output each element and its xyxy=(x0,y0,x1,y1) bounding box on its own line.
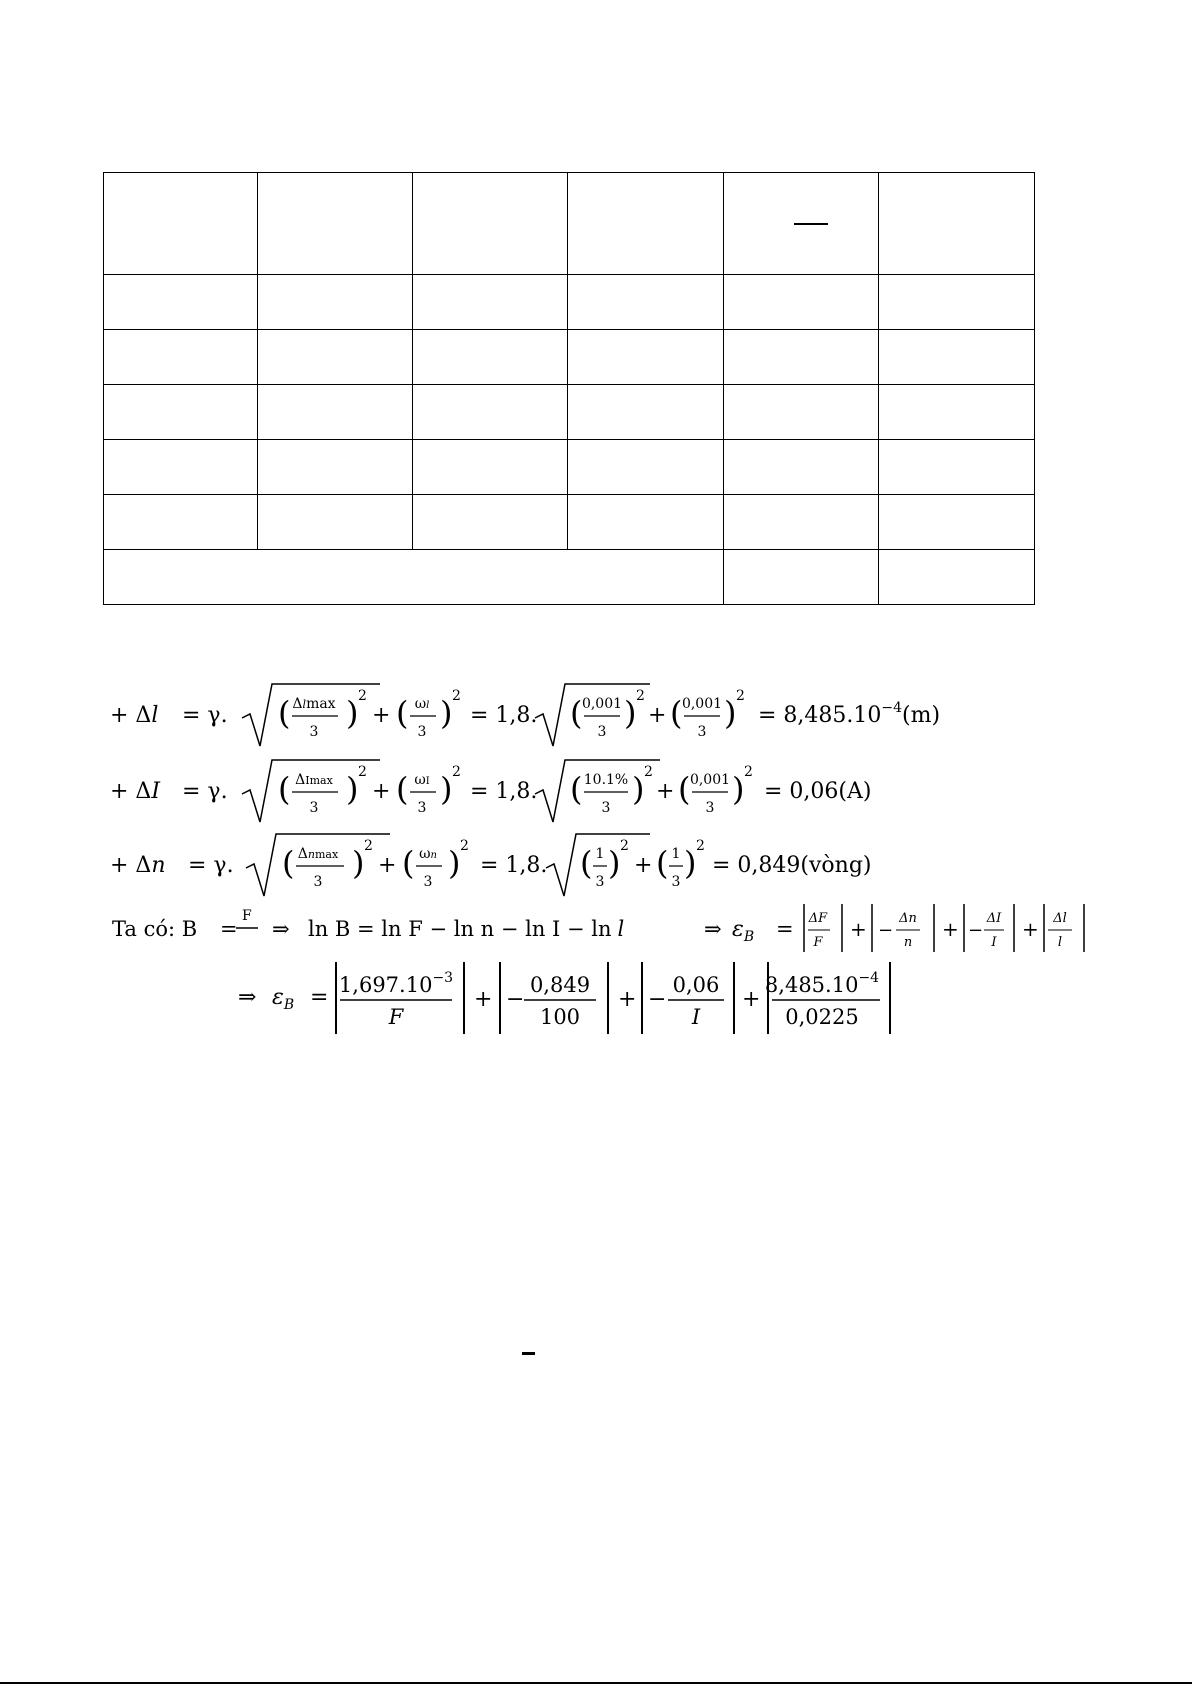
eq-dl-frac1-num: Δlmax xyxy=(292,696,336,712)
svg-text:): ) xyxy=(624,694,637,732)
eq-dn-frac4-den: 3 xyxy=(671,874,681,890)
header-fraction-bar xyxy=(794,223,828,225)
eq-dl-gamma: = γ. xyxy=(182,703,228,728)
svg-text:⇒: ⇒ xyxy=(272,917,290,941)
svg-text:): ) xyxy=(632,770,645,808)
svg-text:(: ( xyxy=(278,770,291,808)
stray-dash-mark xyxy=(522,1352,535,1355)
eq-dI-frac4-num: 0,001 xyxy=(689,772,731,788)
page-bottom-rule xyxy=(0,1682,1192,1684)
eq-dI-frac1-den: 3 xyxy=(309,800,319,816)
svg-text:I: I xyxy=(991,935,997,950)
eq-dI-frac3-den: 3 xyxy=(601,800,611,816)
svg-text:): ) xyxy=(608,844,621,882)
svg-text:Δl: Δl xyxy=(1053,911,1067,926)
svg-text:): ) xyxy=(684,844,697,882)
eq-final-t1-den: F xyxy=(388,1005,404,1029)
eq-final-t4-num: $8,485.10^{-4}$ xyxy=(764,970,880,997)
svg-text:2: 2 xyxy=(744,764,753,780)
svg-text:=: = xyxy=(310,985,329,1010)
svg-text:(: ( xyxy=(570,694,583,732)
measurement-table xyxy=(103,172,1035,605)
eq-dn-frac1-num: Δnmax xyxy=(297,846,339,862)
eq-dI-lhs: + ΔI xyxy=(110,779,161,804)
svg-text:): ) xyxy=(448,844,461,882)
eq-final-t3-den: I xyxy=(691,1005,701,1029)
svg-text:+: + xyxy=(378,853,397,878)
table-summary-row xyxy=(104,550,1035,605)
svg-text:(: ( xyxy=(570,770,583,808)
eq-dI-result: = 0,06(A) xyxy=(764,779,872,804)
table-row xyxy=(104,330,1035,385)
table-row xyxy=(104,495,1035,550)
eq-dI-mid: = 1,8. xyxy=(470,779,538,804)
svg-text:(: ( xyxy=(656,844,669,882)
eq-final-t3-num: 0,06 xyxy=(672,973,720,997)
svg-text:+: + xyxy=(634,853,653,878)
svg-text:2: 2 xyxy=(358,688,367,704)
svg-text:(: ( xyxy=(282,844,295,882)
equation-epsilon-final xyxy=(230,958,910,1038)
svg-text:(: ( xyxy=(678,770,691,808)
svg-text:(: ( xyxy=(396,694,409,732)
equation-ta-co-tail xyxy=(1014,900,1104,960)
eq-final-t1-num: $1,697.10^{-3}$ xyxy=(338,970,454,997)
svg-text:+: + xyxy=(372,703,391,728)
svg-text:2: 2 xyxy=(358,764,367,780)
svg-text:+: + xyxy=(648,703,667,728)
svg-text:2: 2 xyxy=(644,764,653,780)
eq-taco-fnum: F xyxy=(242,908,252,924)
eq-dI-frac4-den: 3 xyxy=(705,800,715,816)
svg-text:): ) xyxy=(346,694,359,732)
eq-dl-frac3-den: 3 xyxy=(597,724,607,740)
table-row xyxy=(104,275,1035,330)
svg-text:ΔI: ΔI xyxy=(986,911,1002,926)
svg-text:2: 2 xyxy=(452,764,461,780)
svg-text:2: 2 xyxy=(620,838,629,854)
table-header-cell xyxy=(568,173,724,275)
svg-text:=: = xyxy=(220,917,238,941)
svg-text:(: ( xyxy=(402,844,415,882)
svg-text:(: ( xyxy=(396,770,409,808)
svg-text:): ) xyxy=(724,694,737,732)
svg-text:): ) xyxy=(352,844,365,882)
svg-text:+: + xyxy=(850,917,867,941)
eq-final-t2-den: 100 xyxy=(539,1005,581,1029)
equation-delta-n xyxy=(100,830,872,900)
svg-text:2: 2 xyxy=(460,838,469,854)
svg-text:2: 2 xyxy=(452,688,461,704)
eq-dn-result: = 0,849(vòng) xyxy=(712,853,872,878)
eq-taco-prefix: Ta có: B xyxy=(112,917,198,941)
svg-text:ΔF: ΔF xyxy=(808,911,828,926)
svg-text:+: + xyxy=(372,779,391,804)
eq-final-t4-den: 0,0225 xyxy=(785,1005,859,1029)
svg-text:⇒: ⇒ xyxy=(238,985,257,1010)
svg-text:−: − xyxy=(506,987,525,1012)
eq-dl-frac1-den: 3 xyxy=(309,724,319,740)
eq-dn-frac2-num: ωn xyxy=(419,846,437,862)
eq-dI-frac1-num: ΔImax xyxy=(295,772,333,788)
eq-dl-frac4-num: 0,001 xyxy=(681,696,723,712)
svg-text:−: − xyxy=(648,987,667,1012)
eq-dl-frac3-num: 0,001 xyxy=(581,696,623,712)
equation-delta-I xyxy=(100,756,872,826)
svg-text:Δn: Δn xyxy=(899,911,917,926)
svg-text:n: n xyxy=(903,935,913,950)
svg-text:2: 2 xyxy=(736,688,745,704)
table-row xyxy=(104,385,1035,440)
table-header-cell xyxy=(104,173,258,275)
svg-text:+: + xyxy=(942,917,959,941)
table-header-cell xyxy=(258,173,413,275)
svg-text:−: − xyxy=(968,920,984,941)
eq-dn-mid: = 1,8. xyxy=(480,853,548,878)
svg-text:+: + xyxy=(742,987,761,1012)
svg-text:=: = xyxy=(776,917,794,941)
svg-text:): ) xyxy=(732,770,745,808)
eq-dn-frac4-num: 1 xyxy=(671,846,681,862)
eq-dl-frac4-den: 3 xyxy=(697,724,707,740)
svg-text:(: ( xyxy=(278,694,291,732)
svg-text:−: − xyxy=(878,920,894,941)
eq-dl-result: = $8,485.10^{-4}(m)$ xyxy=(758,700,941,728)
svg-text:(: ( xyxy=(580,844,593,882)
eq-dl-mid: = 1,8. xyxy=(470,703,538,728)
eq-dn-lhs: + Δn xyxy=(110,853,166,878)
svg-text:2: 2 xyxy=(636,688,645,704)
svg-text:): ) xyxy=(440,770,453,808)
eq-dn-frac2-den: 3 xyxy=(423,874,433,890)
table-header-cell xyxy=(724,173,879,275)
eq-dI-frac2-num: ωI xyxy=(414,772,430,788)
eq-taco-logs: ln B = ln F − ln n − ln I − ln l xyxy=(308,917,625,941)
eq-dn-frac3-den: 3 xyxy=(595,874,605,890)
svg-text:): ) xyxy=(346,770,359,808)
table-header-cell xyxy=(413,173,568,275)
svg-text:+: + xyxy=(474,987,493,1012)
table-header-row xyxy=(104,173,1035,275)
svg-text:+: + xyxy=(618,987,637,1012)
eq-taco-eps: $\varepsilon_B$ xyxy=(732,917,755,945)
eq-dl-frac2-num: ωl xyxy=(414,696,430,712)
table-header-cell xyxy=(879,173,1035,275)
svg-text:+: + xyxy=(1022,917,1039,941)
eq-dI-frac3-num: 10.1% xyxy=(583,772,629,788)
eq-final-t2-num: 0,849 xyxy=(529,973,591,997)
svg-text:⇒: ⇒ xyxy=(704,917,722,941)
svg-text:F: F xyxy=(813,935,823,950)
equation-ta-co xyxy=(100,900,1020,960)
svg-text:2: 2 xyxy=(364,838,373,854)
eq-dl-frac2-den: 3 xyxy=(417,724,427,740)
equation-delta-l xyxy=(100,680,941,750)
eq-dn-frac1-den: 3 xyxy=(313,874,323,890)
svg-text:2: 2 xyxy=(696,838,705,854)
svg-text:+: + xyxy=(656,779,675,804)
eq-dn-gamma: = γ. xyxy=(188,853,234,878)
eq-dI-frac2-den: 3 xyxy=(417,800,427,816)
table-row xyxy=(104,440,1035,495)
eq-dn-frac3-num: 1 xyxy=(595,846,605,862)
eq-dl-lhs: + Δl xyxy=(110,703,159,728)
svg-text:): ) xyxy=(440,694,453,732)
eq-final-eps: $\varepsilon_B$ xyxy=(272,985,295,1013)
eq-dI-gamma: = γ. xyxy=(182,779,228,804)
svg-text:l: l xyxy=(1057,935,1063,950)
svg-text:(: ( xyxy=(670,694,683,732)
